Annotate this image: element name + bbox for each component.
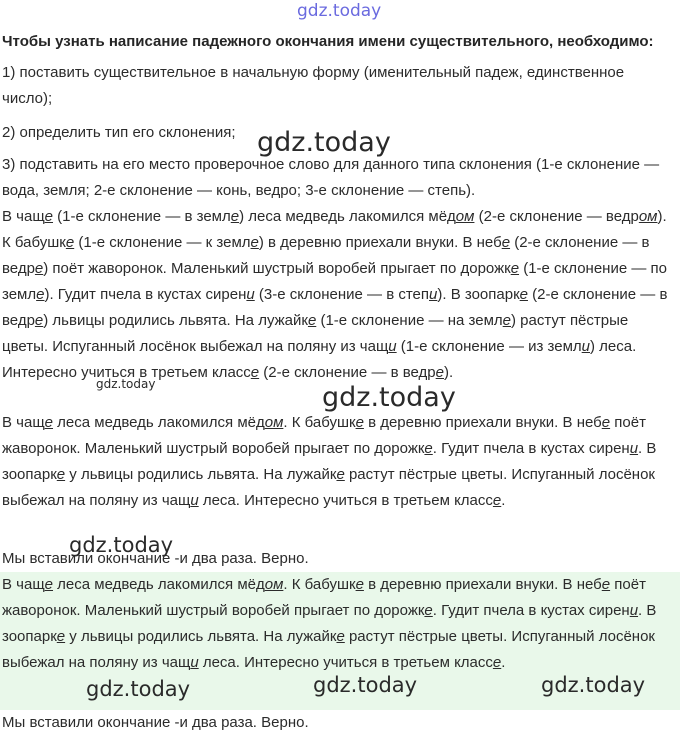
underlined-ending: ом [264,576,284,593]
conclusion-2: Мы вставили окончание -и два раза. Верно. [2,714,309,731]
analysis-text-segment: ) леса медведь лакомился мёд [239,208,456,225]
underlined-ending: е [34,312,44,329]
analysis-text-segment: (2-е склонение — в ведр [2,234,650,277]
underlined-ending: и [629,602,639,619]
underlined-ending: е [510,260,520,277]
underlined-ending: и [190,654,199,671]
final-text-segment: . В зоопарк [2,602,657,645]
analysis-text-segment: (1-е склонение — в земл [53,208,231,225]
underlined-ending: е [501,234,511,251]
underlined-ending: е [601,576,611,593]
conclusion-1: Мы вставили окончание -и два раза. Верно. [2,550,309,567]
analysis-paragraph [2,204,674,386]
final-text-segment: растут пёстрые цветы. Испуганный лосёнок выбежал на поляну из чащ [2,628,655,671]
underlined-ending: е [56,466,66,483]
final-text-segment: В чащ [2,414,45,431]
final-text-segment: . Гудит пчела в кустах сирен [432,602,630,619]
underlined-ending: е [44,576,54,593]
underlined-ending: е [502,312,512,329]
final-text-segment: . Гудит пчела в кустах сирен [432,440,630,457]
final-text-segment: леса медведь лакомился мёд [53,414,265,431]
analysis-text-segment: ). К бабушк [2,208,667,251]
underlined-ending: е [601,414,611,431]
underlined-ending: е [34,260,44,277]
underlined-ending: и [581,338,590,355]
watermark-2: gdz.today [96,377,156,391]
underlined-ending: е [56,628,66,645]
analysis-text-segment: ). Гудит пчела в кустах сирен [44,286,247,303]
analysis-text-segment: ) леса. Интересно учиться в третьем класс [2,338,637,381]
watermark-top: gdz.today [297,1,382,21]
final-text [2,410,674,514]
final-text-segment: леса. Интересно учиться в третьем класс [198,654,493,671]
underlined-ending: е [307,312,317,329]
underlined-ending: и [388,338,397,355]
final-text-segment: . К бабушк [283,576,356,593]
analysis-text-segment: В чащ [2,208,45,225]
underlined-ending: и [429,286,438,303]
underlined-ending: и [190,492,199,509]
watermark-6: gdz.today [313,673,418,697]
analysis-text-segment: (2-е склонение — в ведр [259,364,436,381]
final-text-segment: растут пёстрые цветы. Испуганный лосёнок выбежал на поляну из чащ [2,466,655,509]
underlined-ending: е [65,234,75,251]
final-text-segment: В чащ [2,576,45,593]
analysis-text-segment: ) в деревню приехали внуки. В неб [258,234,502,251]
step-2: 2) определить тип его склонения; [2,124,236,141]
final-text-segment: леса медведь лакомился мёд [53,576,265,593]
underlined-ending: е [519,286,528,303]
underlined-ending: е [424,602,433,619]
underlined-ending: е [355,414,364,431]
watermark-1: gdz.today [257,127,391,158]
underlined-ending: е [355,576,364,593]
analysis-text-segment: ) поёт жаворонок. Маленький шустрый воробей прыгает по дорожк [43,260,511,277]
final-text-segment: поёт жаворонок. Маленький шустрый воробей прыгает по дорожк [2,576,646,619]
final-text-highlighted [2,572,674,676]
final-text-segment: леса. Интересно учиться в третьем класс [198,492,493,509]
watermark-3: gdz.today [322,382,456,413]
underlined-ending: и [629,440,639,457]
underlined-ending: е [250,234,259,251]
analysis-text-segment: ) растут пёстрые цветы. Испуганный лосёнок выбежал на поляну из чащ [2,312,629,355]
final-text-segment: . [501,654,506,671]
underlined-ending: е [44,414,54,431]
underlined-ending: е [424,440,433,457]
final-text-segment: . К бабушк [283,414,356,431]
underlined-ending: е [336,628,345,645]
underlined-ending: е [336,466,345,483]
rule-heading: Чтобы узнать написание падежного окончания имени существительного, необходимо: [2,33,654,50]
watermark-4: gdz.today [69,533,174,557]
final-text-segment: . В зоопарк [2,440,657,483]
underlined-ending: и [246,286,255,303]
analysis-text-segment: ). [444,364,454,381]
final-text-segment: в деревню приехали внуки. В неб [363,414,602,431]
final-text-segment: поёт жаворонок. Маленький шустрый воробей прыгает по дорожк [2,414,646,457]
final-text-segment: у львицы родились львята. На лужайк [65,466,337,483]
underlined-ending: ом [455,208,475,225]
analysis-text-segment: (1-е склонение — на земл [316,312,503,329]
final-text-segment: у львицы родились львята. На лужайк [65,628,337,645]
final-text-segment: . [501,492,506,509]
analysis-text-segment: (2-е склонение — ведр [474,208,639,225]
analysis-text-segment: (2-е склонение — в ведр [2,286,668,329]
watermark-7: gdz.today [541,673,646,697]
watermark-5: gdz.today [86,677,191,701]
final-text-segment: в деревню приехали внуки. В неб [363,576,602,593]
analysis-text-segment: (3-е склонение — в степ [254,286,430,303]
analysis-text-segment: (1-е склонение — к земл [74,234,251,251]
underlined-ending: е [44,208,54,225]
analysis-text-segment: ) львицы родились львята. На лужайк [43,312,308,329]
underlined-ending: е [250,364,260,381]
step-3: 3) подставить на его место проверочное слово для данного типа склонения (1-е склонение — вода, земля; 2-е склонение — конь, ведро; 3-е склонение — степь). [2,156,660,199]
underlined-ending: ом [638,208,658,225]
underlined-ending: е [435,364,444,381]
analysis-text-segment: (1-е склонение — по земл [2,260,667,303]
analysis-text-segment: (1-е склонение — из земл [396,338,582,355]
analysis-text-segment: ). В зоопарк [437,286,520,303]
step-1: 1) поставить существительное в начальную форму (именительный падеж, единственное число); [2,64,625,107]
underlined-ending: е [492,492,502,509]
underlined-ending: ом [264,414,284,431]
underlined-ending: е [230,208,240,225]
underlined-ending: е [492,654,502,671]
underlined-ending: е [36,286,45,303]
